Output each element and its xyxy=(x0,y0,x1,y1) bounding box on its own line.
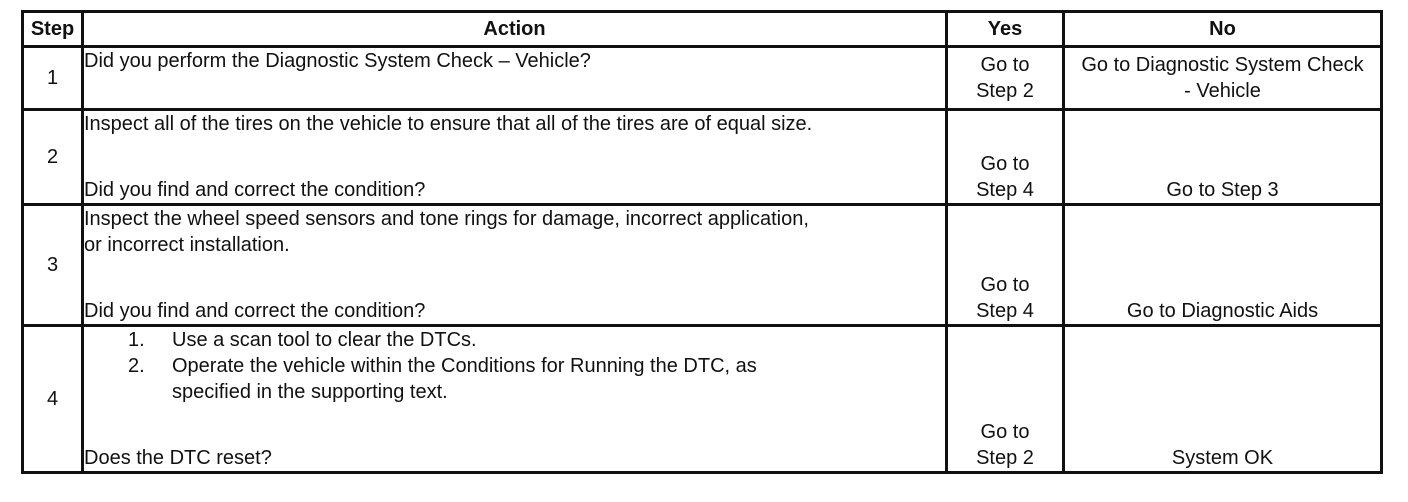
yes-line1: Go to xyxy=(980,54,1030,76)
header-yes: Yes xyxy=(947,12,1064,47)
diagnostic-table xyxy=(21,10,1383,474)
yes-line2: Step 4 xyxy=(976,179,1034,201)
step-number: 4 xyxy=(23,326,83,473)
list-item xyxy=(128,327,945,353)
action-text: Did you perform the Diagnostic System Check – Vehicle? xyxy=(84,50,591,72)
no-cell xyxy=(1064,47,1382,110)
yes-line2: Step 4 xyxy=(976,300,1034,322)
substep-text: Use a scan tool to clear the DTCs. xyxy=(172,329,477,351)
yes-cell xyxy=(947,110,1064,205)
list-item xyxy=(128,353,945,405)
no-cell: Go to Step 3 xyxy=(1064,110,1382,205)
yes-line1: Go to xyxy=(980,421,1030,443)
header-step: Step xyxy=(23,12,83,47)
substep-text-line2: specified in the supporting text. xyxy=(172,381,448,403)
header-action: Action xyxy=(83,12,947,47)
action-text: Inspect all of the tires on the vehicle to ensure that all of the tires are of equal size. xyxy=(84,113,813,135)
step-number: 3 xyxy=(23,205,83,326)
action-question: Did you find and correct the condition? xyxy=(84,300,426,322)
action-cell xyxy=(83,205,947,326)
substep-text-line1: Operate the vehicle within the Conditions for Running the DTC, as xyxy=(172,355,757,377)
yes-line2: Step 2 xyxy=(976,80,1034,102)
yes-cell xyxy=(947,47,1064,110)
yes-cell xyxy=(947,205,1064,326)
step-number: 2 xyxy=(23,110,83,205)
table-row xyxy=(23,110,1382,205)
action-question: Did you find and correct the condition? xyxy=(84,179,426,201)
no-cell: System OK xyxy=(1064,326,1382,473)
action-question: Does the DTC reset? xyxy=(84,447,272,469)
yes-line1: Go to xyxy=(980,153,1030,175)
yes-cell xyxy=(947,326,1064,473)
yes-line1: Go to xyxy=(980,274,1030,296)
action-cell xyxy=(83,47,947,110)
substep-list xyxy=(84,327,945,405)
step-number: 1 xyxy=(23,47,83,110)
table-row xyxy=(23,326,1382,473)
action-cell xyxy=(83,110,947,205)
header-row xyxy=(23,12,1382,47)
substep-number: 1. xyxy=(128,329,145,351)
substep-number: 2. xyxy=(128,355,145,377)
table-row xyxy=(23,205,1382,326)
action-text-line1: Inspect the wheel speed sensors and tone rings for damage, incorrect application, xyxy=(84,208,809,230)
table-row xyxy=(23,47,1382,110)
yes-line2: Step 2 xyxy=(976,447,1034,469)
no-cell: Go to Diagnostic Aids xyxy=(1064,205,1382,326)
header-no: No xyxy=(1064,12,1382,47)
action-text-line2: or incorrect installation. xyxy=(84,234,290,256)
no-line1: Go to Diagnostic System Check xyxy=(1081,54,1364,76)
action-cell xyxy=(83,326,947,473)
no-line2: - Vehicle xyxy=(1184,80,1261,102)
